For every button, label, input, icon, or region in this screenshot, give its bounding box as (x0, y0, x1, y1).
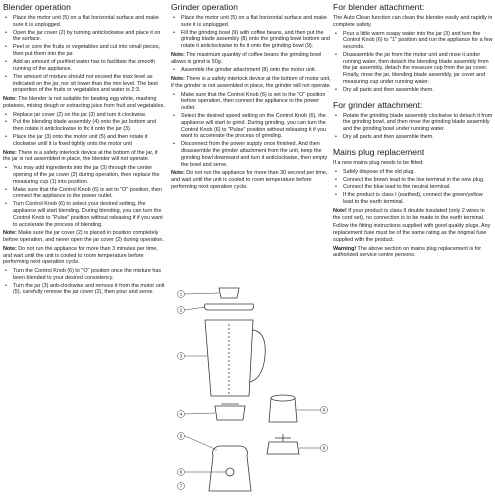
list-item: • The amount of mixture should not exceed the max level as indicated on the jar, nor sit lower than the min level. The best proportion of the fruits or vegetables and water is 2:3. (3, 74, 166, 94)
blender-note-1: Note: The blender is not suitable for beating egg white, mashing potatoes, mixing dough or extracting juice from fruit and vegetables. (3, 96, 165, 109)
blender-attachment-steps (333, 31, 493, 94)
list-item: • Connect the brown lead to the live terminal in the new plug. (333, 177, 493, 184)
mains-intro: If a new mains plug needs to be fitted: (333, 159, 424, 166)
list-item: • You may add ingredients into the jar (3) through the center opening of the jar cover (2) during operation, then replace the measuring cup (1) into position. (3, 165, 166, 185)
callout-label: 3 (179, 353, 183, 359)
list-item: • Dry all parts and then assemble them. (333, 87, 493, 94)
list-item: • Disconnect from the power supply once finished. And then disassemble the grinder attachment from the unit, keep the grinding bowl downward and turn it anticlockwise, then empty the bowl and serve. (171, 141, 331, 168)
list-item: • Safely dispose of the old plug. (333, 169, 493, 176)
list-item: • Dry all parts and then assemble them. (333, 134, 493, 141)
grinder-note-1: Note: The maximum quantity of coffee beans the grinding bowl allows is grind is 50g. (171, 51, 322, 65)
list-item: • Open the jar cover (2) by turning anticlockwise and place it on the surface. (3, 30, 166, 44)
callout-label: 4 (179, 411, 183, 417)
callout-label: 5 (179, 433, 183, 439)
grinder-note-2: Note: There is a safety interlock device at the bottom of motor unit, if the grinder is not assembled in place, the grinder will not operate. (171, 76, 332, 89)
blender-steps-2 (3, 112, 166, 148)
grinder-section (171, 2, 331, 193)
list-item: • Make sure that the Control Knob (6) is set to the "O" position before operation, then connect the appliance to the power outlet. (171, 92, 331, 112)
mains-note: Note! If your product is class II double insulated (only 2 wires in the cord set), no connection is to be made to the earth terminal. (333, 207, 485, 221)
parts-diagram (171, 286, 331, 496)
grinder-title: Grinder operation (171, 2, 238, 12)
list-item: • If the product is class I (earthed), connect the green/yellow lead to the earth terminal. (333, 192, 493, 206)
grinder-note-3: Note: Do not run the appliance for more than 30 second per time, and wait until the unit is cooled to room temperature before performing next operation cycle. (171, 170, 328, 190)
control-knob-drawing (226, 468, 234, 476)
grinder-steps-2 (171, 67, 331, 74)
blender-note-4: Note: Do not run the appliance for more than 3 minutes per time, and wait until the unit is cooled to room temperature before performing next operation cycle. (3, 245, 158, 266)
list-item: • Pour a little warm soapy water into the jar (3) and turn the Control Knob (6) to "1" position and run the appliance for a few seconds. (333, 31, 493, 51)
mains-steps (333, 169, 493, 206)
blender-section (3, 2, 166, 298)
callout-label: 9 (322, 407, 326, 413)
list-item: • Peel or core the fruits or vegetables and cut into small pieces, then put them into the jar. (3, 44, 166, 58)
list-item: • Turn the jar (3) anti-clockwise and remove it from the motor unit (5), carefully remove the jar cover (2), then pour and serve. (3, 283, 166, 297)
blender-steps-3 (3, 165, 166, 228)
list-item: • Place the motor unit (5) on a flat horizontal surface and make sure it is unplugged. (171, 15, 331, 29)
list-item: • Connect the blue lead to the neutral terminal. (333, 184, 493, 191)
blender-steps-4 (3, 268, 166, 296)
blender-attachment-intro: The Auto Clean function can clean the blender easily and rapidly in complete safety. (333, 15, 493, 28)
blender-title: Blender operation (3, 2, 71, 12)
blender-attachment-title: For blender attachment: (333, 2, 425, 12)
grinding-bowl-drawing (269, 398, 297, 422)
grinder-steps-1 (171, 15, 331, 50)
list-item: • Rotate the grinding blade assembly clockwise to detach it from the grinding bowl, and then rinse the grinding blade assembly and the grinding bowl under running water. (333, 113, 493, 133)
grinder-attachment-title: For grinder attachment: (333, 99, 423, 110)
callout-label: 6 (179, 469, 183, 475)
list-item: • Select the desired speed setting on the Control Knob (6), the appliance will start to grind. During grinding, you can turn the Control Knob (6) to "Pulse" position without releasing it if you want to accelerate the process of grinding. (171, 113, 331, 140)
blender-note-2: Note: There is a safety interlock device at the bottom of the jar, if the jar is not assembled in place, the blender will not operate. (3, 149, 158, 163)
grinder-attachment-steps (333, 113, 493, 141)
grinder-blade-drawing (267, 442, 299, 454)
callout-label: 1 (179, 291, 183, 297)
list-item: • Fill the grinding bowl (9) with coffee beans, and then put the grinding blade assembly (8) onto the grinding bowl bottom and rotate it anticlockwise to fix it onto the grinding bowl (9). (171, 30, 331, 50)
callout-label: 7 (179, 483, 183, 489)
list-item: • Make sure that the Control Knob (6) is set to "O" position, then connect the appliance to the power outlet. (3, 187, 166, 201)
list-item: • Place the jar (3) onto the motor unit (5) and then rotate it clockwise until it is fixed tightly onto the motor unit (3, 134, 166, 148)
cleaning-section (333, 2, 493, 261)
list-item: • Disassemble the jar from the motor unit and rinse it under running water, then detach the blending blade assembly from the jar assembly, detach the measure cup from the jar cover. Finally, rinse the jar, blending blade assembly, jar cover and measuring cup under running water. (333, 52, 493, 86)
list-item: • Turn Control Knob (6) to select your desired setting, the appliance will start blending. During blending, you can turn the Control Knob to "Pulse" position without releasing if if you want to accelerate the process of blending. (3, 201, 166, 228)
jar-cover-drawing (204, 304, 253, 310)
list-item: • Add an amount of purified water has to facilitate the smooth running of the appliance. (3, 59, 166, 73)
measuring-cup-drawing (219, 288, 239, 298)
blender-note-3: Note: Make sure the jar cover (2) is placed in position completely before operation, and never open the jar cover (2) during operation. (3, 230, 164, 243)
grinder-steps-3 (171, 92, 331, 169)
list-item: • Put the blending blade assembly (4) onto the jar bottom and then rotate it anticlockwise to fix it onto the jar (3). (3, 119, 166, 133)
list-item: • Place the motor unit (5) on a flat horizontal surface and make sure it is unplugged. (3, 15, 166, 29)
list-item: • Replace jar cover (2) on the jar (3) and turn it clockwise. (3, 112, 166, 119)
list-item: • Assemble the grinder attachment (8) onto the motor unit. (171, 67, 331, 74)
blender-steps-1 (3, 15, 166, 94)
callout-label: 2 (179, 307, 183, 313)
list-item: • Turn the Control Knob (6) to "O" position once the mixture has been blended to your desired consistency. (3, 268, 166, 282)
callout-label: 8 (322, 445, 326, 451)
mains-follow: Follow the fitting instructions supplied with good quality plugs. Any replacement fuse must be of the same rating as the original fuse supplied with the product. (333, 223, 491, 243)
blade-assembly-drawing (215, 406, 245, 420)
mains-title: Mains plug replacement (333, 146, 425, 157)
mains-warning: Warning! The above section on mains plug replacement is for authorized service centre persons. (333, 245, 482, 259)
